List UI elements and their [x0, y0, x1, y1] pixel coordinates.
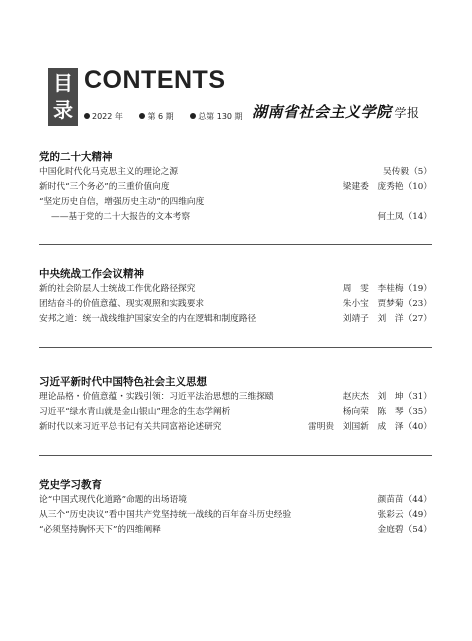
journal-header [0, 0, 472, 130]
total-issue-number: 总第 130 期 [198, 112, 243, 121]
article-title: 理论品格・价值意蕴・实践引领：习近平法治思想的三维探赜 [39, 392, 274, 402]
article-author-page: 金庭碧（54） [377, 525, 432, 535]
toc-entry[interactable] [39, 493, 432, 508]
journal-suffix: 学报 [394, 106, 420, 120]
bullet-icon [84, 113, 90, 119]
article-title: 从三个“历史决议”看中国共产党坚持统一战线的百年奋斗历史经验 [39, 510, 292, 520]
section-divider [39, 244, 432, 245]
article-title: 新的社会阶层人士统战工作优化路径探究 [39, 284, 196, 294]
toc-entry[interactable] [39, 210, 432, 225]
toc-section [39, 477, 432, 538]
section-title: 中央统战工作会议精神 [39, 268, 144, 280]
article-author-page: 吴传毅（5） [383, 167, 432, 177]
toc-entry[interactable] [39, 508, 432, 523]
article-author-page: 何土凤（14） [377, 212, 432, 222]
article-subtitle: ——基于党的二十大报告的文本考察 [51, 212, 190, 222]
article-author-page: 杨向荣 陈 琴（35） [342, 407, 432, 417]
mulu-label-box [48, 68, 78, 126]
article-author-page: 张彩云（49） [377, 510, 432, 520]
article-author-page: 周 雯 李桂梅（19） [342, 284, 432, 294]
section-title: 党的二十大精神 [39, 151, 113, 163]
contents-heading: CONTENTS [84, 66, 226, 94]
section-title: 习近平新时代中国特色社会主义思想 [39, 376, 207, 388]
toc-entry[interactable] [39, 165, 432, 180]
section-divider [39, 455, 432, 456]
article-author-page: 朱小宝 贾梦菊（23） [342, 299, 432, 309]
bullet-icon [139, 113, 145, 119]
article-title: 安邦之道：统一战线维护国家安全的内在逻辑和制度路径 [39, 314, 257, 324]
article-author-page: 梁建委 庞秀艳（10） [342, 182, 432, 192]
section-title: 党史学习教育 [39, 479, 102, 491]
article-title: 新时代“三个务必”的三重价值向度 [39, 182, 170, 192]
article-title: 团结奋斗的价值意蕴、现实观照和实践要求 [39, 299, 205, 309]
mulu-char-2: 录 [53, 98, 73, 122]
toc-section [39, 374, 432, 435]
toc-entry[interactable] [39, 297, 432, 312]
toc-entry[interactable] [39, 282, 432, 297]
toc-entry[interactable] [39, 195, 432, 210]
toc-entry[interactable] [39, 180, 432, 195]
toc-section [39, 266, 432, 327]
article-title: 论“中国式现代化道路”命题的出场语境 [39, 495, 187, 505]
article-title: 中国化时代化马克思主义的理论之源 [39, 167, 178, 177]
article-author-page: 颜苗苗（44） [377, 495, 432, 505]
issue-number: 第 6 期 [147, 112, 174, 121]
toc-section [39, 149, 432, 225]
article-title: “坚定历史自信，增强历史主动”的四维向度 [39, 197, 205, 207]
issue-info [84, 111, 257, 122]
toc-entry[interactable] [39, 405, 432, 420]
section-divider [39, 347, 432, 348]
toc-entry[interactable] [39, 390, 432, 405]
journal-logo [252, 101, 420, 122]
toc-entry[interactable] [39, 420, 432, 435]
article-author-page: 雷明贵 刘国新 成 泽（40） [308, 422, 432, 432]
toc-entry[interactable] [39, 523, 432, 538]
article-title: 习近平“绿水青山就是金山银山”理念的生态学阐析 [39, 407, 231, 417]
journal-name: 湖南省社会主义学院 [252, 103, 392, 121]
article-title: 新时代以来习近平总书记有关共同富裕论述研究 [39, 422, 222, 432]
issue-year: 2022 年 [92, 112, 123, 121]
article-author-page: 刘靖子 刘 洋（27） [342, 314, 432, 324]
article-author-page: 赵庆杰 刘 坤（31） [342, 392, 432, 402]
bullet-icon [190, 113, 196, 119]
article-title: “必须坚持胸怀天下”的四维阐释 [39, 525, 161, 535]
mulu-char-1: 目 [53, 71, 73, 95]
toc-entry[interactable] [39, 312, 432, 327]
